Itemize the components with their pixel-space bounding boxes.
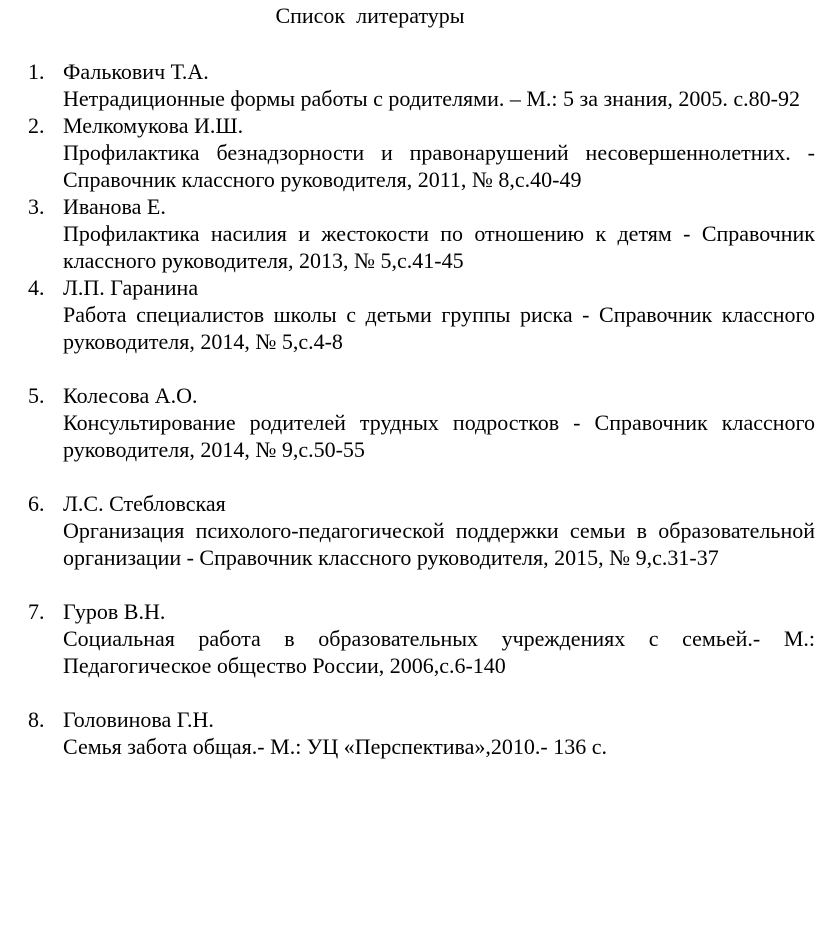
entry-number: 6. — [28, 491, 45, 516]
entry-reference: Социальная работа в образовательных учреждениях с семьей.- М.: Педагогическое общество России, 2006,с.6-140 — [63, 626, 815, 678]
entry-author: Головинова Г.Н. — [63, 707, 214, 732]
entry-number: 4. — [28, 275, 45, 300]
list-item — [0, 112, 816, 193]
entry-author: Фалькович Т.А. — [63, 59, 209, 84]
list-item — [0, 706, 816, 760]
entry-author: Иванова Е. — [63, 194, 166, 219]
entry-author: Гуров В.Н. — [63, 599, 166, 624]
list-item — [0, 382, 816, 463]
list-item — [0, 274, 816, 355]
entry-author: Л.П. Гаранина — [63, 275, 199, 300]
entry-reference: Профилактика насилия и жестокости по отношению к детям - Справочник классного руководителя, 2013, № 5,с.41-45 — [63, 221, 815, 273]
list-item — [0, 58, 816, 112]
entry-number: 1. — [28, 59, 45, 84]
entry-number: 3. — [28, 194, 45, 219]
entry-number: 7. — [28, 599, 45, 624]
entry-reference: Семья забота общая.- М.: УЦ «Перспектива»,2010.- 136 с. — [63, 734, 607, 759]
page-title: Список литературы — [275, 3, 465, 28]
entry-author: Мелкомукова И.Ш. — [63, 113, 244, 138]
list-item — [0, 193, 816, 274]
entry-reference: Работа специалистов школы с детьми группы риска - Справочник классного руководителя, 2014, № 5,с.4-8 — [63, 302, 815, 354]
list-item — [0, 598, 816, 679]
entry-author: Л.С. Стебловская — [63, 491, 226, 516]
entry-number: 2. — [28, 113, 45, 138]
entry-number: 8. — [28, 707, 45, 732]
entry-reference: Консультирование родителей трудных подростков - Справочник классного руководителя, 2014, № 9,с.50-55 — [63, 410, 815, 462]
entry-reference: Профилактика безнадзорности и правонарушений несовершеннолетних. - Справочник классного руководителя, 2011, № 8,с.40-49 — [63, 140, 815, 192]
bibliography-list — [0, 58, 816, 760]
entry-author: Колесова А.О. — [63, 383, 198, 408]
list-item — [0, 490, 816, 571]
entry-reference: Нетрадиционные формы работы с родителями. – М.: 5 за знания, 2005. с.80-92 — [63, 86, 800, 111]
entry-number: 5. — [28, 383, 45, 408]
entry-reference: Организация психолого-педагогической поддержки семьи в образовательной организации - Справочник классного руководителя, 2015, № 9,с.31-37 — [63, 518, 815, 570]
